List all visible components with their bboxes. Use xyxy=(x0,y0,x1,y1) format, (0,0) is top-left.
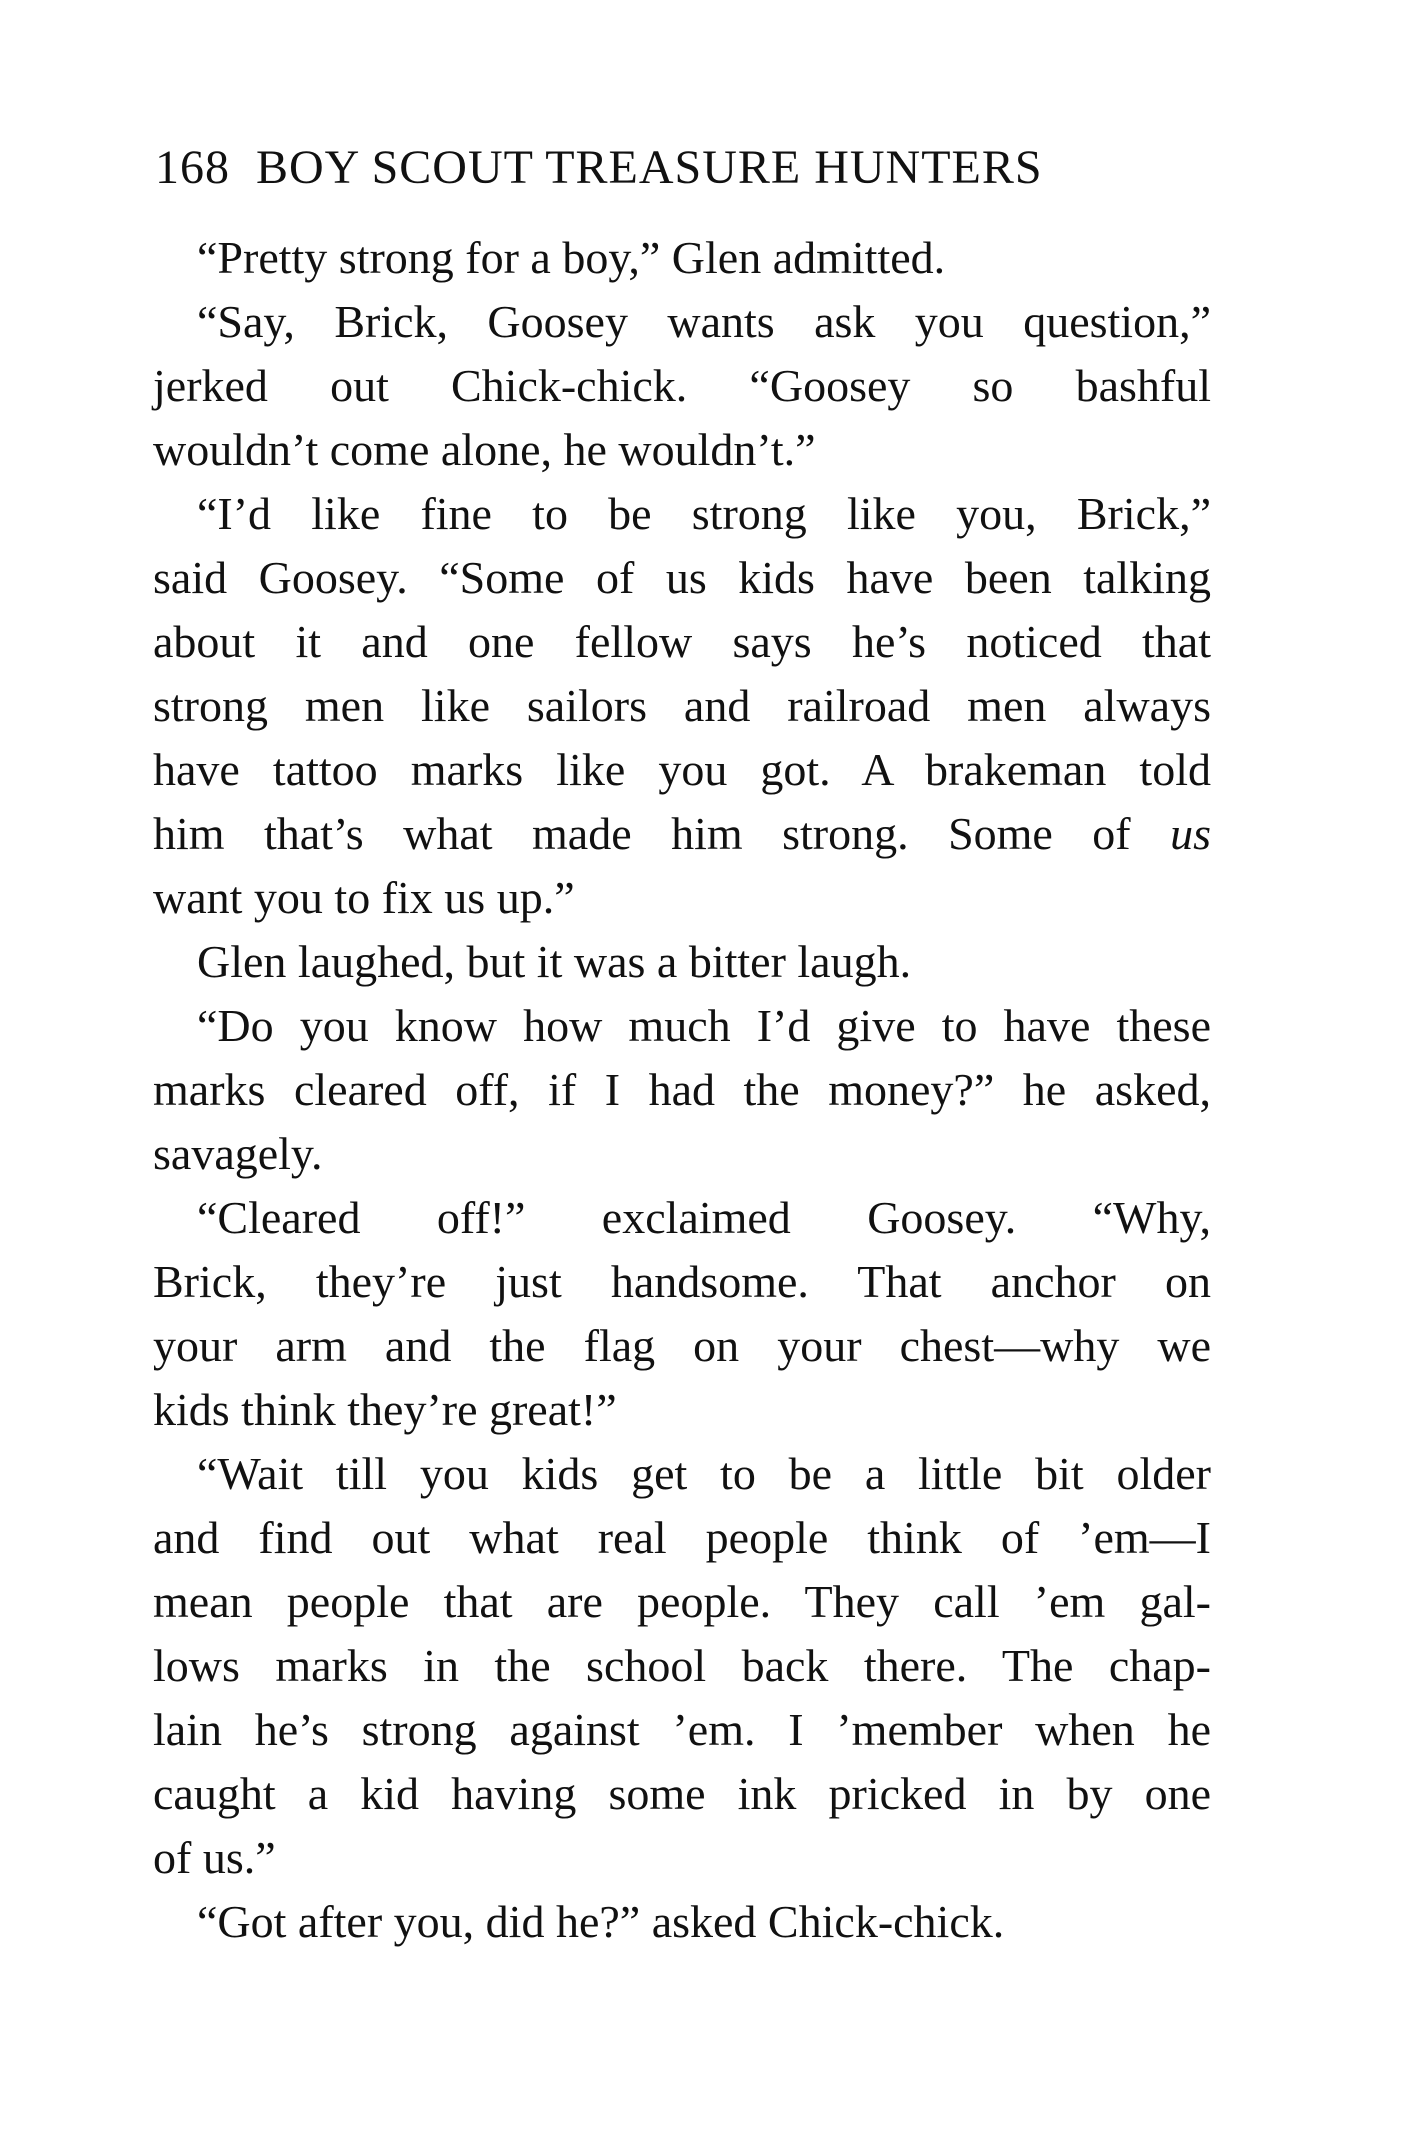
text-line: “Do you know how much I’d give to have these xyxy=(197,1000,1211,1051)
text-line: want you to fix us up.” xyxy=(153,872,575,923)
text-line: said Goosey. “Some of us kids have been talking xyxy=(153,552,1211,603)
text-line: and find out what real people think of ’em—I xyxy=(153,1512,1211,1563)
text-line: kids think they’re great!” xyxy=(153,1384,617,1435)
text-line xyxy=(153,802,1211,866)
text-line: caught a kid having some ink pricked in by one xyxy=(153,1768,1211,1819)
text-line: savagely. xyxy=(153,1128,323,1179)
text-line: strong men like sailors and railroad men always xyxy=(153,680,1211,731)
text-line: have tattoo marks like you got. A brakeman told xyxy=(153,744,1211,795)
text-line: “Wait till you kids get to be a little bit older xyxy=(197,1448,1211,1499)
text-line: jerked out Chick-chick. “Goosey so bashful xyxy=(153,360,1211,411)
text-line: “Cleared off!” exclaimed Goosey. “Why, xyxy=(197,1192,1211,1243)
text-line: “Say, Brick, Goosey wants ask you question,” xyxy=(197,296,1211,347)
text-line: Glen laughed, but it was a bitter laugh. xyxy=(197,936,912,987)
text-line: of us.” xyxy=(153,1832,276,1883)
italic-word: us xyxy=(1170,808,1211,859)
page-header xyxy=(155,138,1215,198)
running-title: BOY SCOUT TREASURE HUNTERS xyxy=(256,141,1043,194)
text-line: lain he’s strong against ’em. I ’member when he xyxy=(153,1704,1211,1755)
text-line: “Pretty strong for a boy,” Glen admitted. xyxy=(197,232,946,283)
text-line: mean people that are people. They call ’em gal- xyxy=(153,1576,1211,1627)
text-line-part: him that’s what made him strong. Some of xyxy=(153,808,1131,859)
text-line: Brick, they’re just handsome. That anchor on xyxy=(153,1256,1211,1307)
text-line: about it and one fellow says he’s noticed that xyxy=(153,616,1211,667)
text-line: your arm and the flag on your chest—why we xyxy=(153,1320,1211,1371)
body-text xyxy=(153,226,1211,1954)
text-line: marks cleared off, if I had the money?” he asked, xyxy=(153,1064,1211,1115)
text-line: lows marks in the school back there. The chap- xyxy=(153,1640,1211,1691)
text-line: wouldn’t come alone, he wouldn’t.” xyxy=(153,424,816,475)
page-number: 168 xyxy=(155,141,230,194)
text-line: “Got after you, did he?” asked Chick-chick. xyxy=(197,1896,1005,1947)
text-line: “I’d like fine to be strong like you, Brick,” xyxy=(197,488,1211,539)
